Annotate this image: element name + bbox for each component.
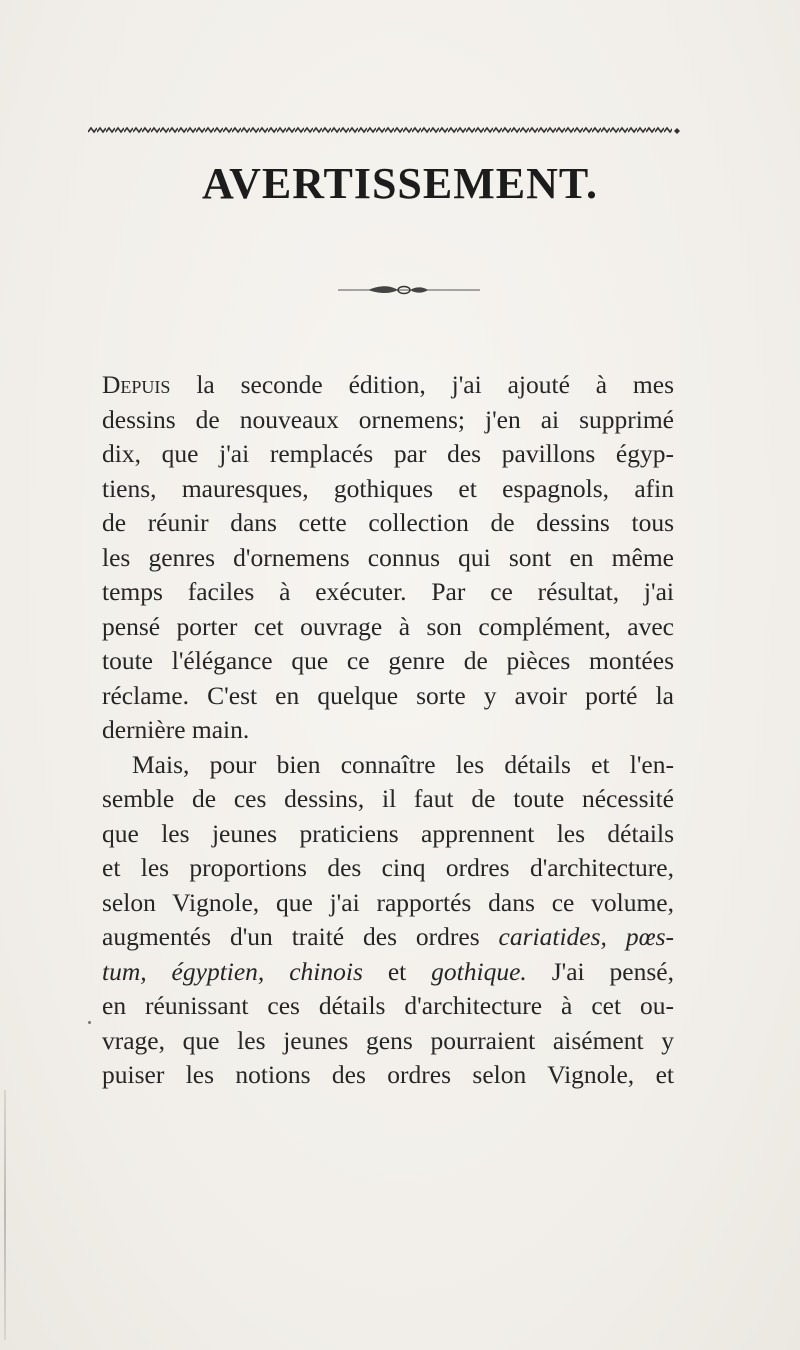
paper-speck bbox=[88, 1021, 91, 1024]
paragraph-1-line: les genres d'ornemens connus qui sont en même bbox=[102, 542, 674, 572]
line-7-italic: tum, égyptien, chinois bbox=[102, 956, 363, 986]
paragraph-1-line-1 bbox=[102, 368, 674, 403]
paragraph-2-line: selon Vignole, que j'ai rapportés dans ce volume, bbox=[102, 887, 674, 917]
paragraph-2-line: vrage, que les jeunes gens pourraient aisément y bbox=[102, 1025, 674, 1055]
line-6-prefix: augmentés d'un traité des ordres bbox=[102, 922, 499, 951]
paragraph-1-line: tiens, mauresques, gothiques et espagnols, afin bbox=[102, 473, 674, 503]
body-text bbox=[102, 368, 674, 1093]
paragraph-2-line-6 bbox=[102, 920, 674, 955]
paragraph-2-line: que les jeunes praticiens apprennent les détails bbox=[102, 818, 674, 848]
paragraph-2-line: semble de ces dessins, il faut de toute nécessité bbox=[102, 784, 674, 813]
paragraph-1-dropcap-word: Depuis bbox=[102, 370, 171, 399]
page-edge-shadow bbox=[4, 1090, 6, 1340]
line-7-suffix: J'ai pensé, bbox=[526, 956, 674, 986]
paragraph-1-line: réclame. C'est en quelque sorte y avoir porté la bbox=[102, 680, 674, 710]
paragraph-1-line-1-rest: la seconde édition, j'ai ajouté à mes bbox=[196, 370, 674, 399]
line-7-middle: et bbox=[362, 956, 432, 986]
paragraph-1-line: temps faciles à exécuter. Par ce résultat, j'ai bbox=[102, 577, 674, 606]
paragraph-1-line: toute l'élégance que ce genre de pièces montées bbox=[102, 646, 674, 675]
line-7-italic-2: gothique. bbox=[431, 956, 527, 986]
paragraph-2-line: et les proportions des cinq ordres d'architecture, bbox=[102, 853, 674, 882]
paragraph-1-line: dix, que j'ai remplacés par des pavillons égyp- bbox=[102, 439, 674, 468]
paragraph-2-line: Mais, pour bien connaître les détails et l'en- bbox=[132, 749, 674, 779]
page-heading: AVERTISSEMENT. bbox=[202, 159, 598, 208]
ornament-divider bbox=[338, 282, 480, 296]
paragraph-2-line: en réunissant ces détails d'architecture à cet ou- bbox=[102, 991, 674, 1020]
paragraph-1-line: pensé porter cet ouvrage à son complément, avec bbox=[102, 611, 674, 641]
paragraph-1-line: dessins de nouveaux ornemens; j'en ai supprimé bbox=[102, 404, 674, 434]
line-6-italic: cariatides, pœs- bbox=[498, 922, 674, 951]
paragraph-1-line: dernière main. bbox=[102, 715, 250, 744]
decorative-top-rule bbox=[88, 123, 680, 137]
paragraph-2-line-7 bbox=[102, 955, 674, 990]
paragraph-2-line: puiser les notions des ordres selon Vignole, et bbox=[102, 1060, 674, 1089]
paragraph-1-line: de réunir dans cette collection de dessins tous bbox=[102, 508, 674, 537]
